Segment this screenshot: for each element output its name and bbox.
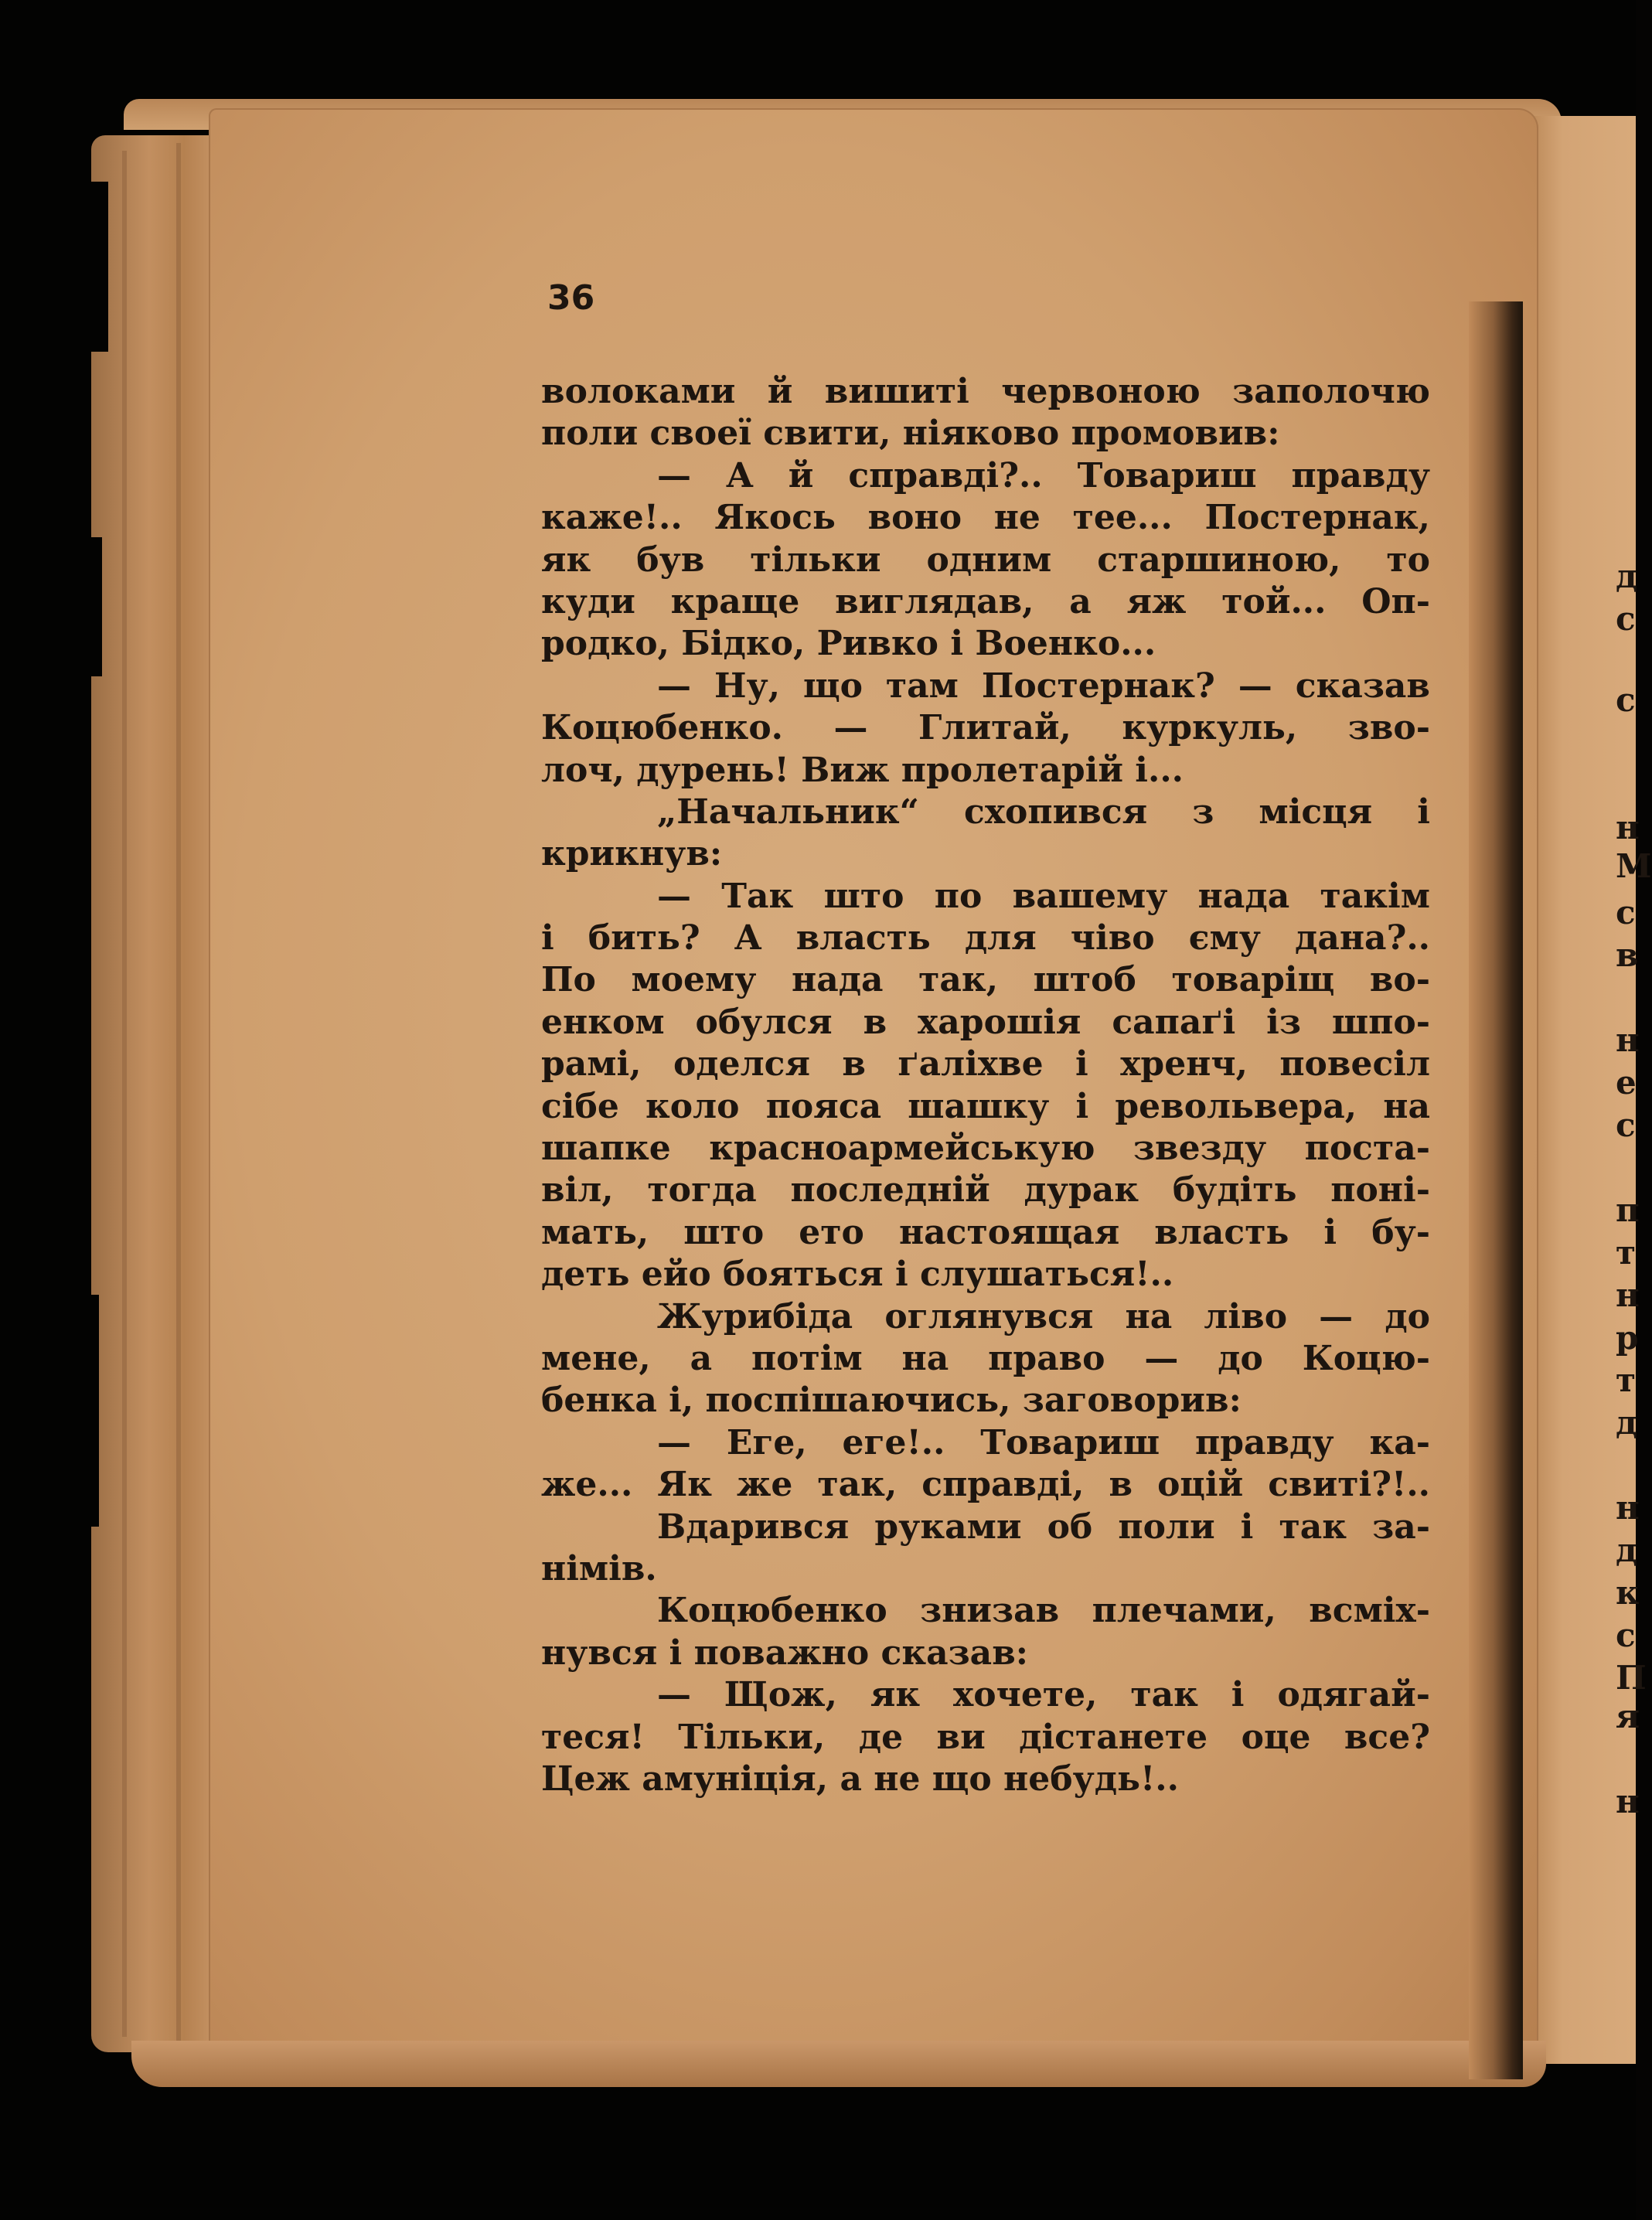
text-line: як був тільки одним старшиною, то [541,540,1430,580]
edge-notch [91,1295,99,1527]
text-line: — Так што по вашему нада такім [657,876,1430,916]
next-page-char: п [1616,1191,1640,1229]
book-gutter [1469,301,1523,2079]
text-line: Коцюбенко. — Глитай, куркуль, зво- [541,708,1430,748]
text-line: каже!.. Якось воно не тее... Постернак, [541,498,1430,538]
page-number: 36 [547,278,595,318]
text-line: рамі, оделся в ґаліхве і хренч, повесіл [541,1044,1430,1084]
next-page-char: н [1616,1021,1640,1059]
text-line: енком обулся в харошія сапаґі із шпо- [541,1002,1430,1042]
text-line: — Щож, як хочете, так і одягай- [657,1675,1430,1715]
text-line: і бить? А власть для чіво єму дана?.. [541,918,1430,958]
text-line: німів. [541,1548,657,1588]
page-bottom-edge [131,2041,1546,2087]
text-line: Журибіда оглянувся на ліво — до [657,1296,1430,1336]
next-page-char: д [1616,1404,1637,1442]
next-page-char: с [1616,681,1636,719]
text-line: шапке красноармейськую звезду поста- [541,1129,1430,1169]
text-line: теся! Тільки, де ви дістанете оце все? [541,1717,1430,1757]
next-page-char: н [1616,809,1640,846]
text-line: сібе коло пояса шашку і револьвера, на [541,1086,1430,1126]
text-line: крикнув: [541,834,723,874]
text-line: Вдарився руками об поли і так за- [657,1507,1430,1547]
next-page-char: е [1616,1064,1637,1101]
body-text [541,371,1430,1800]
next-page-char: с [1616,1106,1636,1144]
next-page-char: к [1616,1574,1640,1612]
text-line: деть ейо бояться і слушаться!.. [541,1255,1174,1295]
next-page-char: П [1616,1659,1647,1697]
text-line: волоками й вишиті червоною заполочю [541,372,1430,411]
text-line: Коцюбенко знизав плечами, всміх- [657,1591,1430,1631]
text-line: бенка і, поспішаючись, заговорив: [541,1381,1242,1421]
text-line: мене, а потім на право — до Коцю- [541,1338,1430,1378]
next-page-char: д [1616,1531,1637,1569]
edge-notch [91,182,108,352]
text-line: віл, тогда последній дурак будіть поні- [541,1170,1430,1210]
next-page-char: д [1616,557,1637,595]
text-line: По моему нада так, штоб товаріщ во- [541,960,1430,1000]
text-line: мать, што ето настоящая власть і бу- [541,1212,1430,1252]
text-line: же... Як же так, справді, в оцій свиті?!.. [541,1465,1430,1505]
text-line: лоч, дурень! Виж пролетарій і... [541,750,1184,790]
text-line: — А й справді?.. Товариш правду [657,455,1430,495]
edge-line [122,151,127,2037]
text-line: — Еге, еге!.. Товариш правду ка- [657,1422,1430,1462]
next-page-char: р [1616,1319,1639,1357]
text-line: Цеж амуніція, а не що небудь!.. [541,1759,1179,1799]
next-page-char: я [1616,1697,1640,1735]
text-line: поли своеї свити, ніяково промовив: [541,414,1280,454]
next-page-char: в [1616,936,1639,974]
text-line: „Начальник“ схопився з місця і [657,792,1430,832]
next-page-char: т [1616,1361,1637,1399]
next-page-char: т [1616,1234,1637,1272]
next-page-char: н [1616,1489,1640,1527]
text-line: куди краще виглядав, а яж той... Оп- [541,581,1430,621]
text-line: — Ну, що там Постернак? — сказав [657,666,1430,706]
next-page-char: н [1616,1782,1640,1820]
next-page-char: с [1616,894,1636,931]
next-page-char: н [1616,1276,1640,1314]
next-page-char: с [1616,1616,1636,1654]
next-page-char: с [1616,600,1636,638]
edge-line [176,143,181,2045]
text-line: родко, Бідко, Ривко і Военко... [541,624,1156,664]
edge-notch [91,537,102,676]
text-line: нувся і поважно сказав: [541,1633,1029,1673]
next-page-char: М [1616,847,1652,885]
